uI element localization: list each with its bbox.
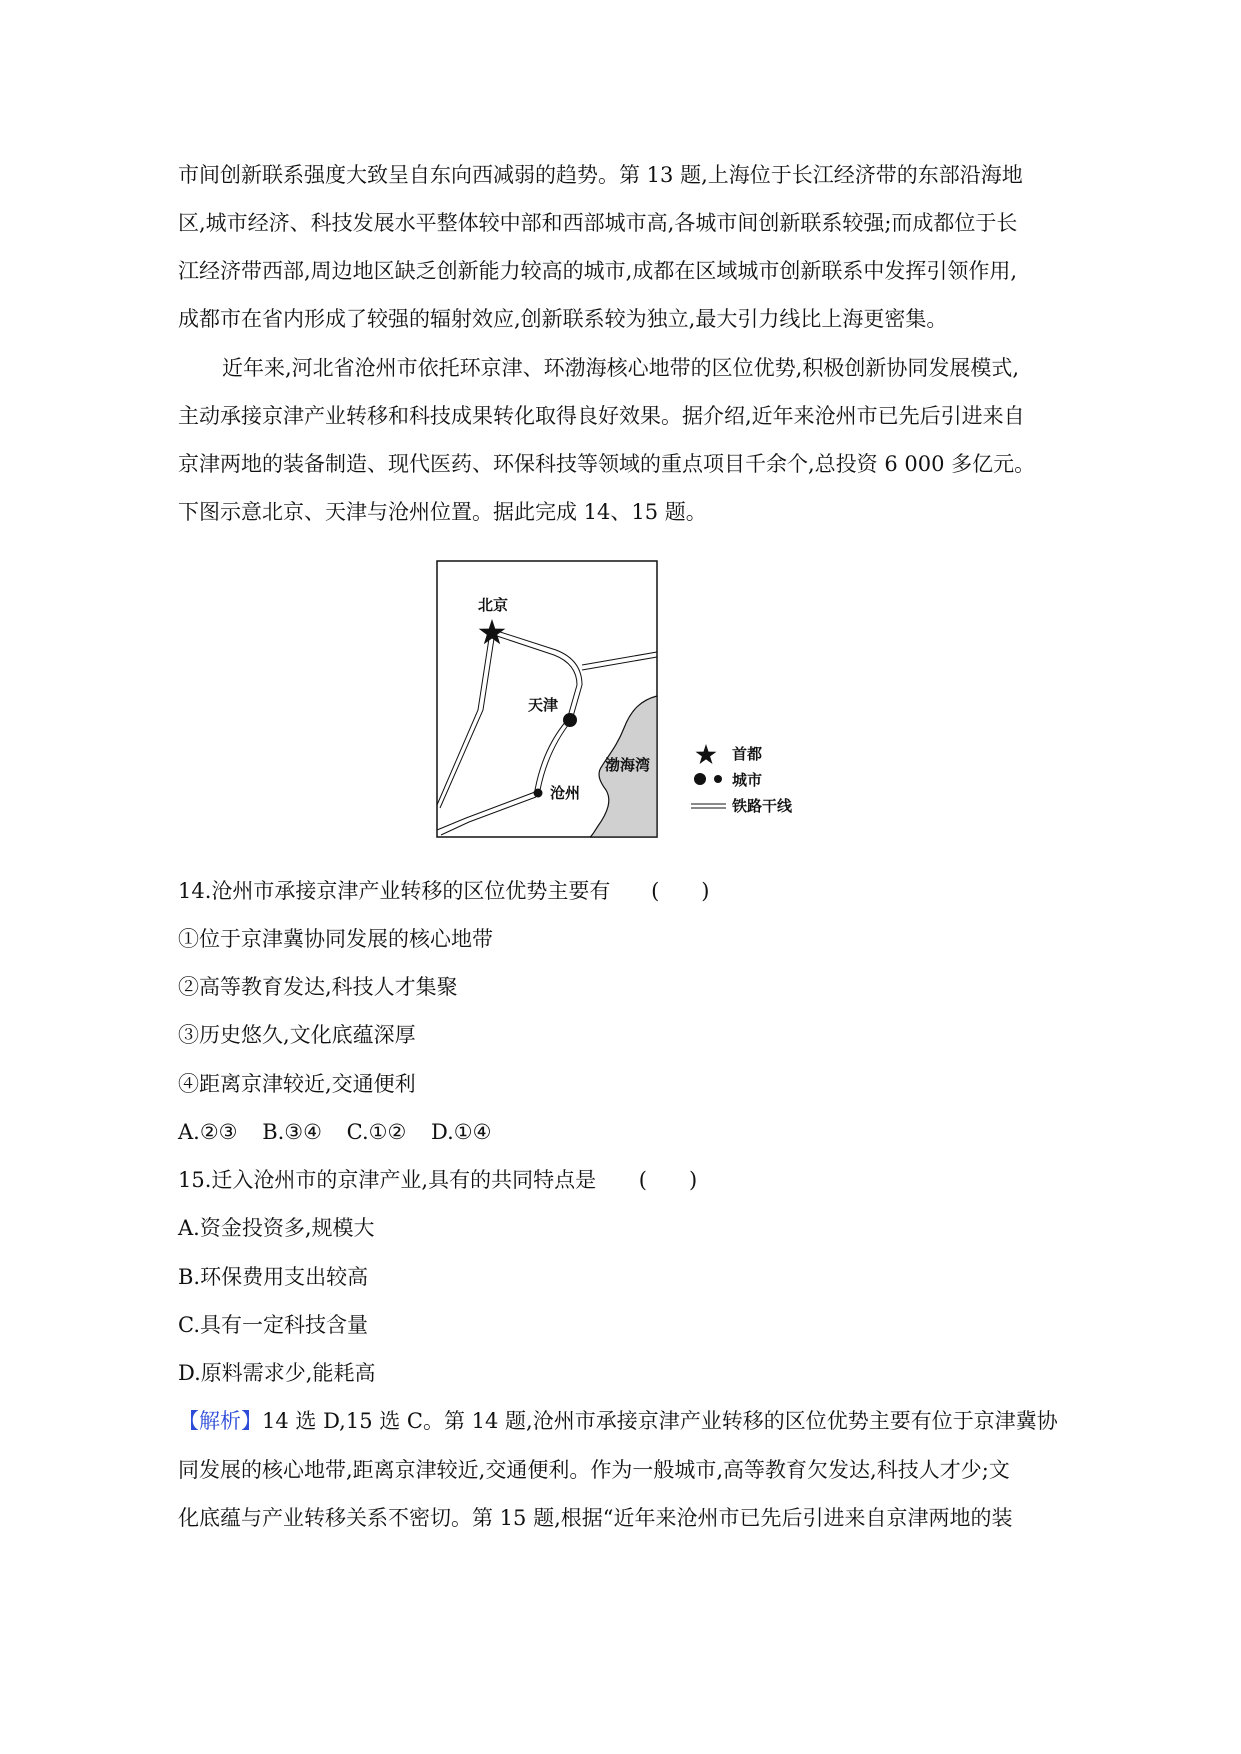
q14-option-b: B.③④ xyxy=(262,1120,322,1144)
q14-item-1: ①位于京津冀协同发展的核心地带 xyxy=(178,927,493,951)
analysis-line-1 xyxy=(178,1406,1058,1436)
analysis-line-2: 同发展的核心地带,距离京津较近,交通便利。作为一般城市,高等教育欠发达,科技人才少;文 xyxy=(178,1458,1010,1482)
legend-capital-label: 首都 xyxy=(732,745,763,763)
location-map xyxy=(436,560,803,845)
q14-option-a: A.②③ xyxy=(178,1120,238,1144)
q14-item-4: ④距离京津较近,交通便利 xyxy=(178,1072,416,1096)
passage-1-line-2: 区,城市经济、科技发展水平整体较中部和西部城市高,各城市间创新联系较强;而成都位于长 xyxy=(178,211,1018,235)
tianjin-label: 天津 xyxy=(528,696,559,714)
q14-option-d: D.①④ xyxy=(430,1120,492,1144)
q14-item-2: ②高等教育发达,科技人才集聚 xyxy=(178,975,458,999)
analysis-text-1: 14 选 D,15 选 C。第 14 题,沧州市承接京津产业转移的区位优势主要有位于京津冀协 xyxy=(262,1409,1058,1433)
passage-1-line-3: 江经济带西部,周边地区缺乏创新能力较高的城市,成都在区域城市创新联系中发挥引领作用, xyxy=(178,259,1018,283)
cangzhou-label: 沧州 xyxy=(550,784,581,802)
q14-item-3: ③历史悠久,文化底蕴深厚 xyxy=(178,1023,416,1047)
q14-options xyxy=(178,1117,509,1147)
cangzhou-city-dot xyxy=(534,789,543,798)
q15-option-a: A.资金投资多,规模大 xyxy=(178,1216,375,1240)
q14-option-c: C.①② xyxy=(346,1120,407,1144)
q14-stem: 14.沧州市承接京津产业转移的区位优势主要有 xyxy=(178,879,611,903)
passage-2-line-3: 京津两地的装备制造、现代医药、环保科技等领域的重点项目千余个,总投资 6 000 多亿元。 xyxy=(178,452,1036,476)
passage-2-line-4: 下图示意北京、天津与沧州位置。据此完成 14、15 题。 xyxy=(178,500,707,524)
q15-answer-paren: ( ) xyxy=(638,1168,698,1192)
q14-answer-paren: ( ) xyxy=(651,879,710,903)
analysis-tag: 【解析】 xyxy=(178,1409,262,1433)
passage-1-line-4: 成都市在省内形成了较强的辐射效应,创新联系较为独立,最大引力线比上海更密集。 xyxy=(178,307,948,331)
q15-stem: 15.迁入沧州市的京津产业,具有的共同特点是 xyxy=(178,1168,597,1192)
legend-big-city-dot xyxy=(694,773,706,785)
beijing-label: 北京 xyxy=(478,596,509,614)
passage-1-line-1: 市间创新联系强度大致呈自东向西减弱的趋势。第 13 题,上海位于长江经济带的东部沿海地 xyxy=(178,163,1023,187)
legend-capital-star-icon xyxy=(696,744,717,764)
legend-small-city-dot xyxy=(714,775,722,783)
passage-2-line-2: 主动承接京津产业转移和科技成果转化取得良好效果。据介绍,近年来沧州市已先后引进来自 xyxy=(178,404,1025,428)
q14-stem-row xyxy=(178,876,709,906)
q15-option-d: D.原料需求少,能耗高 xyxy=(178,1361,376,1385)
legend-railway-label: 铁路干线 xyxy=(732,797,793,815)
bohai-bay-label: 渤海湾 xyxy=(605,756,651,774)
q15-option-b: B.环保费用支出较高 xyxy=(178,1265,369,1289)
tianjin-city-dot xyxy=(563,713,577,727)
analysis-line-3: 化底蕴与产业转移关系不密切。第 15 题,根据“近年来沧州市已先后引进来自京津两地的装 xyxy=(178,1506,1013,1530)
q15-stem-row xyxy=(178,1165,697,1195)
q15-option-c: C.具有一定科技含量 xyxy=(178,1313,368,1337)
legend-city-label: 城市 xyxy=(732,771,763,789)
passage-2-line-1: 近年来,河北省沧州市依托环京津、环渤海核心地带的区位优势,积极创新协同发展模式, xyxy=(222,356,1020,380)
